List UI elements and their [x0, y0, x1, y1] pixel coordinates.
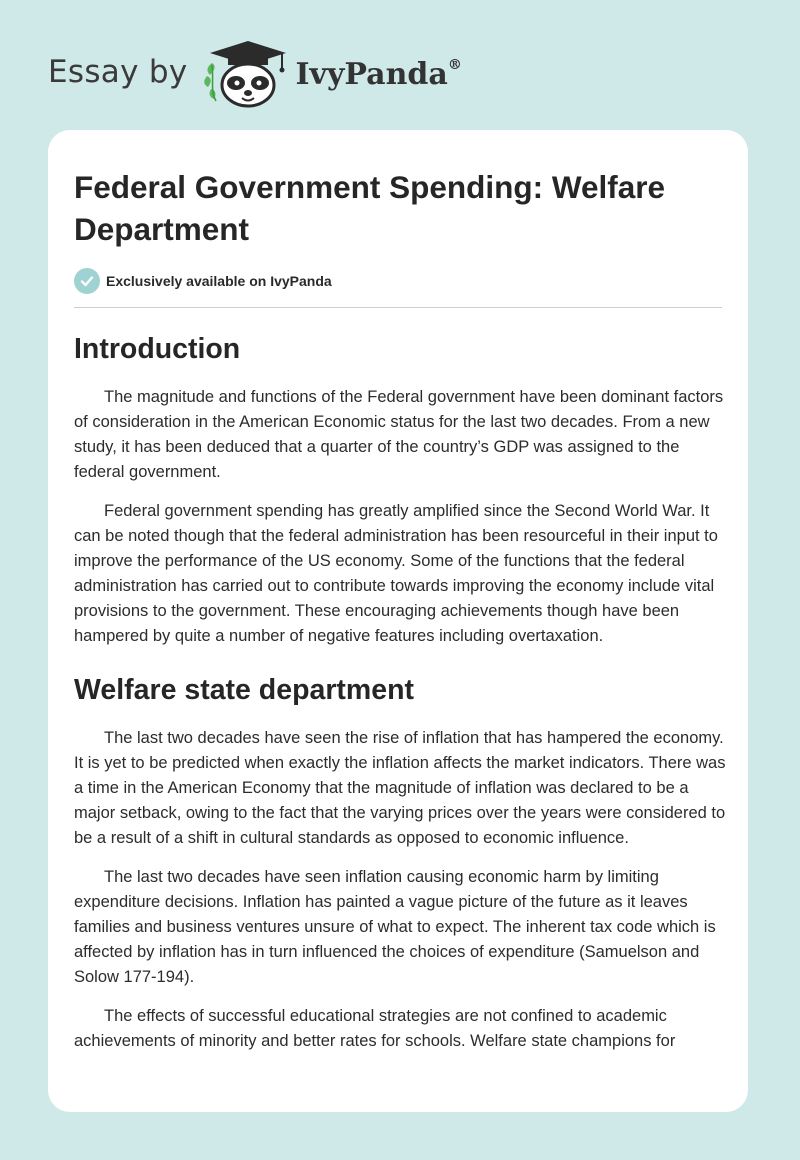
brand-header — [48, 36, 462, 108]
exclusive-badge — [74, 268, 722, 294]
brand-prefix: Essay by — [48, 54, 188, 90]
check-icon — [74, 268, 100, 294]
paragraph: The last two decades have seen the rise of inflation that has hampered the economy. It is yet to be predicted when exactly the inflation affects the market indicators. There was a time in the American Economy that the magnitude of inflation was declared to be a major setback, owing to the fact that the varying prices over the years were considered to be a result of a shift in cultural standards as opposed to economic influence. — [74, 729, 726, 847]
paragraph: The magnitude and functions of the Federal government have been dominant factors of consideration in the American Economic status for the last two decades. From a new study, it has been deduced that a quarter of the country’s GDP was assigned to the federal government. — [74, 388, 724, 481]
section-heading-introduction: Introduction — [74, 333, 241, 365]
essay-card — [48, 130, 748, 1112]
exclusive-badge-label: Exclusively available on IvyPanda — [106, 273, 332, 289]
title-divider — [74, 307, 722, 308]
brand-name: IvyPanda® — [295, 56, 462, 92]
ivypanda-logo-icon — [202, 35, 294, 109]
essay-title: Federal Government Spending: Welfare Department — [74, 169, 666, 247]
section-heading-welfare-state-department: Welfare state department — [74, 674, 414, 706]
paragraph: The effects of successful educational strategies are not confined to academic achievements of minority and better rates for schools. Welfare state champions for — [74, 1007, 676, 1050]
paragraph: Federal government spending has greatly amplified since the Second World War. It can be noted though that the federal administration has been resourceful in their input to improve the performance of the US economy. Some of the functions that the federal administration has carried out to contribute towards improving the economy include vital provisions to the government. These encouraging achievements though have been hampered by quite a number of negative features including overtaxation. — [74, 502, 718, 645]
paragraph: The last two decades have seen inflation causing economic harm by limiting expenditure decisions. Inflation has painted a vague picture of the future as it leaves families and business ventures unsure of what to expect. The inherent tax code which is affected by inflation has in turn influenced the choices of expenditure (Samuelson and Solow 177-194). — [74, 868, 716, 986]
